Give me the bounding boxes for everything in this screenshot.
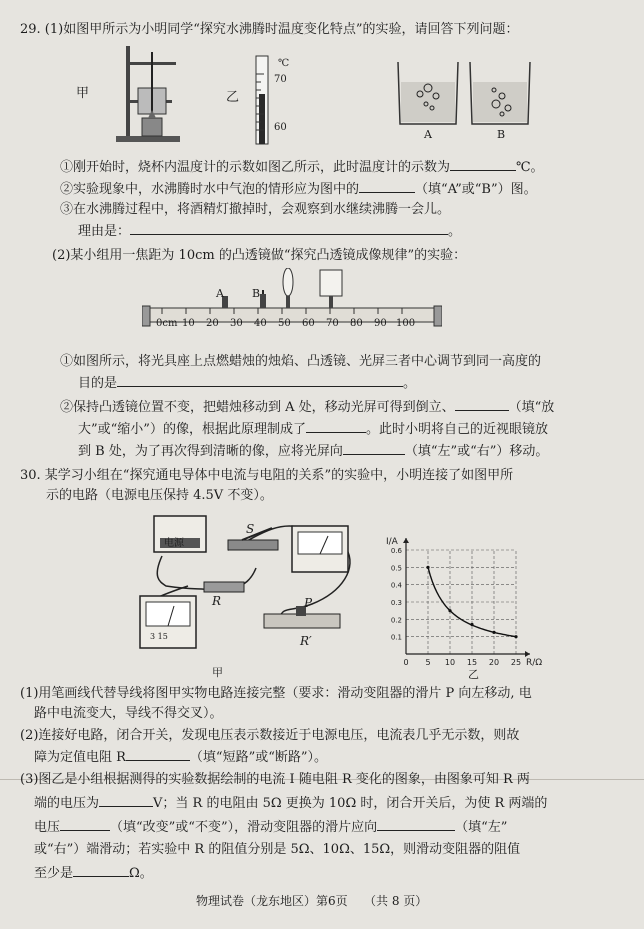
q30-s2a: (2)连接好电路，闭合开关，发现电压表示数接近于电源电压，电流表几乎无示数，则故 (20, 728, 520, 743)
q29-s1: ①刚开始时，烧杯内温度计的示数如图乙所示，此时温度计的示数为 ℃。 (60, 160, 544, 175)
q30-s2b: 障为定值电阻 R （填“短路”或“断路”）。 (34, 750, 328, 765)
power-label: 电源 (164, 538, 184, 549)
chart-axes (403, 538, 530, 657)
bench-tick: 0cm (156, 318, 178, 329)
x-tick-label: 15 (466, 658, 478, 667)
therm-70: 70 (274, 74, 287, 85)
answer-blank[interactable] (117, 374, 403, 387)
q30-s3e: 至少是 Ω。 (34, 866, 153, 881)
bench-point-a: A (216, 287, 224, 300)
bench-tick: 40 (254, 318, 267, 329)
therm-60: 60 (274, 122, 287, 133)
boiling-apparatus-figure (112, 42, 186, 146)
bench-point-b: B (252, 287, 261, 300)
bench-tick: 50 (278, 318, 291, 329)
q30-s3a: (3)图乙是小组根据测得的实验数据绘制的电流 I 随电阻 R 变化的图象，由图象可知 R 两 (20, 772, 530, 787)
q29-p2-s1b: 目的是 。 (78, 376, 417, 391)
bench-tick: 100 (396, 318, 416, 329)
slider-label: P (304, 596, 313, 610)
chart-grid (406, 550, 516, 654)
answer-blank[interactable] (73, 864, 129, 877)
x-tick-label: 0 (403, 658, 409, 667)
answer-blank[interactable] (126, 748, 190, 761)
y-axis-arrow (403, 538, 409, 543)
switch-label: S (246, 522, 255, 536)
y-tick-label: 0.6 (390, 547, 402, 555)
beaker-b-label: B (497, 128, 506, 141)
y-tick-label: 0.2 (390, 616, 402, 625)
data-point (470, 623, 473, 626)
q30-intro-a: 30. 某学习小组在“探究通电导体中电流与电阻的关系”的实验中，小明连接了如图甲所 (20, 468, 514, 483)
answer-blank[interactable] (343, 442, 405, 455)
y-tick-label: 0.5 (390, 564, 402, 573)
bench-tick: 70 (326, 318, 339, 329)
q30-s3d: 或“右”）端滑动；若实验中 R 的阻值分别是 5Ω、10Ω、15Ω，则滑动变阻器的阻值 (34, 842, 521, 857)
answer-blank[interactable] (60, 818, 110, 831)
q29-s3-reason: 理由是： 。 (78, 224, 462, 239)
beaker-b-figure (468, 60, 532, 126)
y-tick-label: 0.1 (390, 633, 402, 642)
q29-intro: 29. (1)如图甲所示为小明同学“探究水沸腾时温度变化特点”的实验，请回答下列问题： (20, 22, 519, 37)
answer-blank[interactable] (377, 818, 455, 831)
q30-s3b: 端的电压为 V；当 R 的电阻由 5Ω 更换为 10Ω 时，闭合开关后，为使 R 两端的 (34, 796, 548, 811)
beaker-a-label: A (424, 128, 432, 141)
data-point (514, 635, 517, 638)
answer-blank[interactable] (455, 398, 509, 411)
beaker-a-figure (396, 60, 460, 126)
footer-title: 物理试卷（龙东地区）第6页 (196, 894, 348, 908)
chart-fig-yi-label: 乙 (468, 668, 479, 681)
fig-jia-label: 甲 (76, 86, 90, 101)
q29-s3: ③在水沸腾过程中，将酒精灯撤掉时，会观察到水继续沸腾一会儿。 (60, 202, 451, 217)
q29-p2-intro: (2)某小组用一焦距为 10cm 的凸透镜做“探究凸透镜成像规律”的实验： (52, 248, 467, 263)
y-axis-label: I/A (386, 537, 398, 547)
x-tick-label: 10 (444, 658, 456, 667)
q29-s2: ②实验现象中，水沸腾时水中气泡的情形应为图中的 （填“A”或“B”）图。 (60, 182, 537, 197)
chart-labels (386, 537, 542, 668)
resistor-label: R (212, 594, 222, 608)
q29-p2-s2c: 到 B 处，为了再次得到清晰的像，应将光屏向 （填“左”或“右”）移动。 (78, 444, 549, 459)
data-point (426, 566, 429, 569)
q30-s3c: 电压 （填“改变”或“不变”），滑动变阻器的滑片应向 （填“左” (34, 820, 508, 835)
x-axis-label: R/Ω (526, 658, 543, 668)
answer-blank[interactable] (450, 158, 516, 171)
answer-blank[interactable] (130, 222, 448, 235)
q29-p2-s1: ①如图所示，将光具座上点燃蜡烛的烛焰、凸透镜、光屏三者中心调节到同一高度的 (60, 354, 542, 369)
data-point (492, 631, 495, 634)
answer-blank[interactable] (306, 420, 366, 433)
footer-total: （共 8 页） (364, 894, 428, 908)
q30-intro-b: 示的电路（电源电压保持 4.5V 不变）。 (46, 488, 273, 503)
bench-tick: 60 (302, 318, 315, 329)
q30-s1a: (1)用笔画线代替导线将图甲实物电路连接完整（要求：滑动变阻器的滑片 P 向左移动, 电 (20, 686, 532, 701)
x-axis-arrow (525, 651, 530, 657)
answer-blank[interactable] (99, 794, 153, 807)
circuit-fig-jia-label: 甲 (212, 666, 223, 679)
bench-tick: 90 (374, 318, 387, 329)
x-tick-label: 20 (488, 658, 500, 667)
current-resistance-chart (378, 534, 546, 674)
rheostat-label: R′ (300, 634, 312, 648)
data-point (448, 609, 451, 612)
q29-p2-s2: ②保持凸透镜位置不变，把蜡烛移动到 A 处，移动光屏可得到倒立、 （填“放 (60, 400, 555, 415)
x-tick-label: 5 (425, 658, 431, 667)
y-tick-label: 0.3 (390, 599, 402, 607)
bench-tick: 80 (350, 318, 363, 329)
bench-tick: 20 (206, 318, 219, 329)
therm-unit: ℃ (278, 58, 290, 69)
fig-yi-label: 乙 (226, 90, 240, 105)
bench-tick: 10 (182, 318, 195, 329)
q29-p2-s2b: 大”或“缩小”）的像，根据此原理制成了 。此时小明将自己的近视眼镜放 (78, 422, 548, 437)
q30-s1b: 路中电流变大，导线不得交叉）。 (34, 706, 223, 721)
y-tick-label: 0.4 (390, 581, 402, 590)
x-tick-label: 25 (510, 658, 522, 667)
answer-blank[interactable] (359, 180, 415, 193)
bench-tick: 30 (230, 318, 243, 329)
meter-terminal-label: 3 15 (150, 632, 168, 641)
